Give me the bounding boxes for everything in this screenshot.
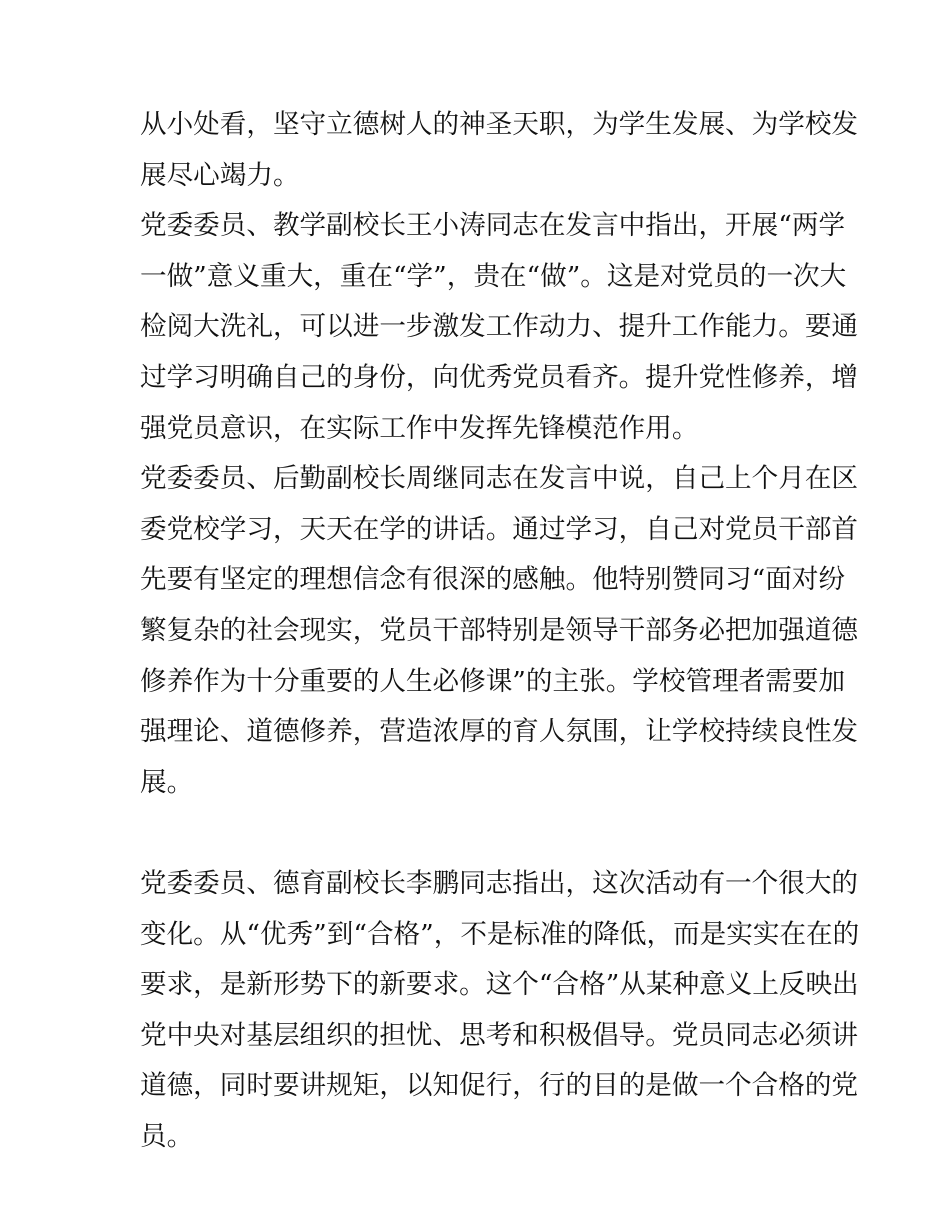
text-line: 从小处看，坚守立德树人的神圣天职，为学生发展、为学校发 xyxy=(140,109,859,140)
text-line xyxy=(140,808,815,859)
text-line: 先要有坚定的理想信念有很深的感触。他特别赞同习“面对纷 xyxy=(140,564,846,596)
text-line: 委党校学习，天天在学的讲话。通过学习，自己对党员干部首 xyxy=(140,513,859,545)
text-line: 过学习明确自己的身份，向优秀党员看齐。提升党性修养，增 xyxy=(140,361,859,393)
text-line: 党中央对基层组织的担忧、思考和积极倡导。党员同志必须讲 xyxy=(140,1019,859,1051)
text-line: 强理论、道德修养，营造浓厚的育人氛围，让学校持续良性发 xyxy=(140,716,859,748)
text-line: 党委委员、德育副校长李鹏同志指出，这次活动有一个很大的 xyxy=(140,867,859,899)
paragraph xyxy=(140,100,859,201)
text-line: 展尽心竭力。 xyxy=(140,159,300,191)
text-line: 要求，是新形势下的新要求。这个“合格”从某种意义上反映出 xyxy=(140,969,859,1001)
document-body xyxy=(140,100,860,1162)
paragraph xyxy=(140,201,859,454)
text-line: 一做”意义重大，重在“学”，贵在“做”。这是对党员的一次大 xyxy=(140,260,847,292)
paragraph xyxy=(140,454,859,859)
paragraph xyxy=(140,859,860,1163)
text-line: 员。 xyxy=(140,1120,194,1152)
text-line: 党委委员、教学副校长王小涛同志在发言中指出，开展“两学 xyxy=(140,210,846,242)
text-line: 道德，同时要讲规矩，以知促行，行的目的是做一个合格的党 xyxy=(140,1070,859,1102)
text-line: 党委委员、后勤副校长周继同志在发言中说，自己上个月在区 xyxy=(140,463,859,495)
text-line: 展。 xyxy=(140,766,194,798)
text-line: 强党员意识，在实际工作中发挥先锋模范作用。 xyxy=(140,412,699,444)
text-line: 变化。从“优秀”到“合格”，不是标准的降低，而是实实在在的 xyxy=(140,918,860,950)
text-line: 修养作为十分重要的人生必修课”的主张。学校管理者需要加 xyxy=(140,665,846,697)
text-line: 繁复杂的社会现实，党员干部特别是领导干部务必把加强道德 xyxy=(140,614,859,646)
text-line: 检阅大洗礼，可以进一步激发工作动力、提升工作能力。要通 xyxy=(140,311,859,343)
